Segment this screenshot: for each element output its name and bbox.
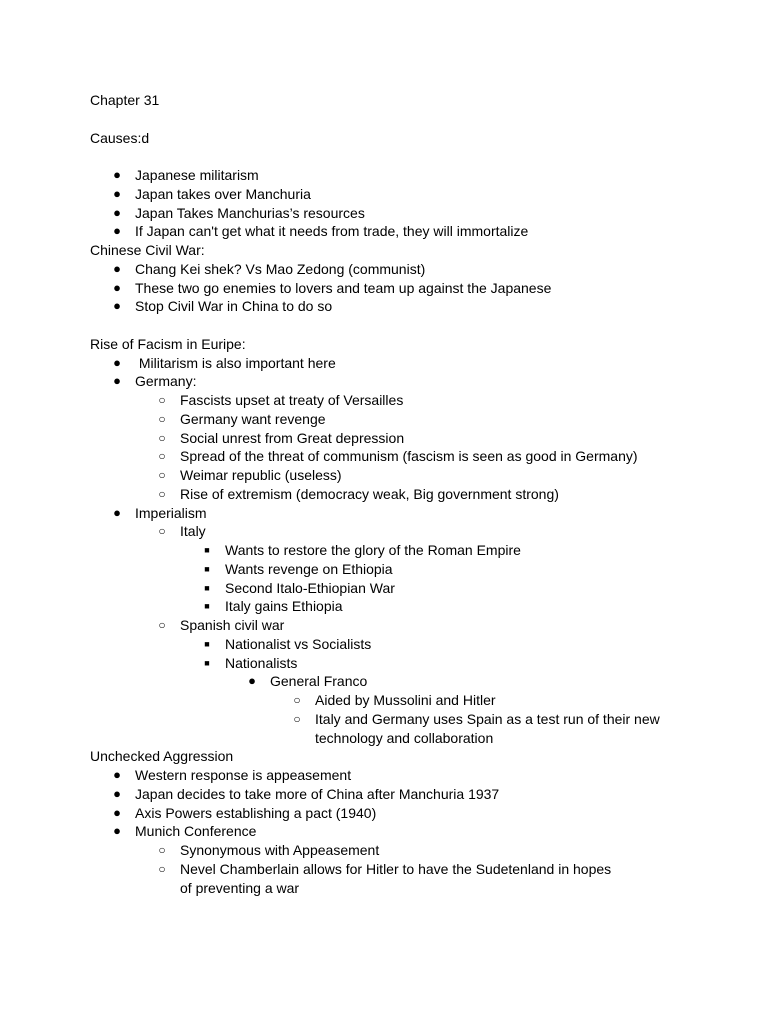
bullet-disc-icon: ● [113,204,121,220]
list-item-text: Rise of extremism (democracy weak, Big government strong) [180,485,559,502]
list-item [90,354,710,373]
bullet-circle-icon: ○ [158,449,166,464]
list-item-text: Italy gains Ethiopia [225,598,343,615]
list-item [90,860,710,898]
causes-list [90,166,710,241]
list-item-text: Chang Kei shek? Vs Mao Zedong (communist) [135,260,426,277]
bullet-square-icon: ■ [204,563,210,574]
bullet-disc-icon: ● [113,260,121,276]
blank-line [90,316,710,335]
list-item [90,410,710,429]
list-item [90,691,710,710]
list-item-text: Aided by Mussolini and Hitler [315,692,496,708]
list-item-text: Western response is appeasement [135,767,352,783]
bullet-circle-icon: ○ [293,693,301,707]
list-item [90,616,710,635]
list-item-text: Munich Conference [135,823,257,840]
list-item [90,804,710,823]
bullet-disc-icon: ● [113,167,121,182]
bullet-disc-icon: ● [113,185,121,201]
list-item [90,260,710,279]
list-item-text: Italy and Germany uses Spain as a test run of their new technology and collaboration [315,710,660,746]
list-item-text: Spanish civil war [180,617,285,633]
list-item [90,841,710,860]
bullet-circle-icon: ○ [158,486,166,501]
list-item-text: Japan decides to take more of China after Manchuria 1937 [135,785,500,802]
list-item-text: General Franco [270,673,368,690]
bullet-disc-icon: ● [248,673,256,689]
list-item-text: Japan takes over Manchuria [135,185,311,202]
list-item [90,654,710,673]
list-item-text: Imperialism [135,504,207,521]
bullet-circle-icon: ○ [158,524,166,539]
list-item-text: Militarism is also important here [135,354,336,371]
list-item [90,766,710,785]
bullet-circle-icon: ○ [158,843,166,857]
list-item-text: Japan Takes Manchurias’s resources [135,204,365,221]
bullet-square-icon: ■ [204,638,210,649]
list-item [90,279,710,298]
list-item-text: Nationalist vs Socialists [225,635,372,652]
bullet-disc-icon: ● [113,373,121,389]
blank-line [90,147,710,166]
bullet-circle-icon: ○ [158,411,166,426]
list-item-text: These two go enemies to lovers and team up against the Japanese [135,279,552,296]
bullet-disc-icon: ● [113,279,121,295]
bullet-square-icon: ■ [204,657,210,668]
document-body [90,91,710,897]
list-item-text: Stop Civil War in China to do so [135,298,333,315]
list-item-text: Synonymous with Appeasement [180,842,380,858]
list-item [90,372,710,391]
list-item-text: Weimar republic (useless) [180,467,342,483]
list-item [90,504,710,523]
bullet-disc-icon: ● [113,804,121,820]
list-item [90,785,710,804]
list-item-text: Germany want revenge [180,410,326,427]
chinese-civil-war-heading: Chinese Civil War: [90,242,205,258]
list-item [90,560,710,579]
chinese-civil-war-list [90,260,710,316]
bullet-square-icon: ■ [204,582,210,593]
list-item [90,391,710,410]
list-item-text: Fascists upset at treaty of Versailles [180,392,404,408]
bullet-circle-icon: ○ [293,711,301,726]
document-title: Chapter 31 [90,92,160,108]
bullet-disc-icon: ● [113,223,121,239]
list-item-text: Axis Powers establishing a pact (1940) [135,804,377,821]
facism-list [90,354,710,748]
list-item [90,297,710,316]
list-item-text: Second Italo-Ethiopian War [225,579,395,596]
bullet-circle-icon: ○ [158,430,166,445]
list-item [90,635,710,654]
list-item [90,204,710,223]
list-item [90,597,710,616]
list-item [90,522,710,541]
causes-heading: Causes:d [90,129,150,146]
list-item-text: Italy [180,523,206,540]
list-item [90,185,710,204]
list-item-text: If Japan can't get what it needs from trade, they will immortalize [135,223,529,240]
bullet-disc-icon: ● [113,767,121,782]
list-item-text: Social unrest from Great depression [180,429,405,446]
list-item [90,579,710,598]
list-item [90,672,710,691]
list-item-text: Wants revenge on Ethiopia [225,560,393,577]
list-item-text: Spread of the threat of communism (fascism is seen as good in Germany) [180,448,638,465]
aggression-heading: Unchecked Aggression [90,748,234,765]
list-item [90,541,710,560]
list-item-text: Wants to restore the glory of the Roman Empire [225,542,521,558]
list-item [90,485,710,504]
bullet-disc-icon: ● [113,298,121,314]
list-item [90,447,710,466]
list-item-text: Nationalists [225,654,298,671]
list-item [90,822,710,841]
bullet-circle-icon: ○ [158,861,166,876]
list-item-text: Germany: [135,373,197,390]
bullet-circle-icon: ○ [158,393,166,407]
bullet-circle-icon: ○ [158,618,166,632]
list-item [90,166,710,185]
bullet-disc-icon: ● [113,785,121,801]
list-item [90,710,710,748]
bullet-square-icon: ■ [204,601,210,612]
list-item [90,222,710,241]
bullet-disc-icon: ● [113,504,121,520]
list-item-text: Nevel Chamberlain allows for Hitler to have the Sudetenland in hopes of preventing a war [180,860,612,896]
bullet-square-icon: ■ [204,545,210,555]
list-item-text: Japanese militarism [135,167,259,183]
list-item [90,466,710,485]
bullet-disc-icon: ● [113,823,121,839]
aggression-list [90,766,710,897]
bullet-circle-icon: ○ [158,468,166,482]
facism-heading: Rise of Facism in Euripe: [90,335,246,352]
list-item [90,429,710,448]
blank-line [90,110,710,129]
bullet-disc-icon: ● [113,354,121,370]
